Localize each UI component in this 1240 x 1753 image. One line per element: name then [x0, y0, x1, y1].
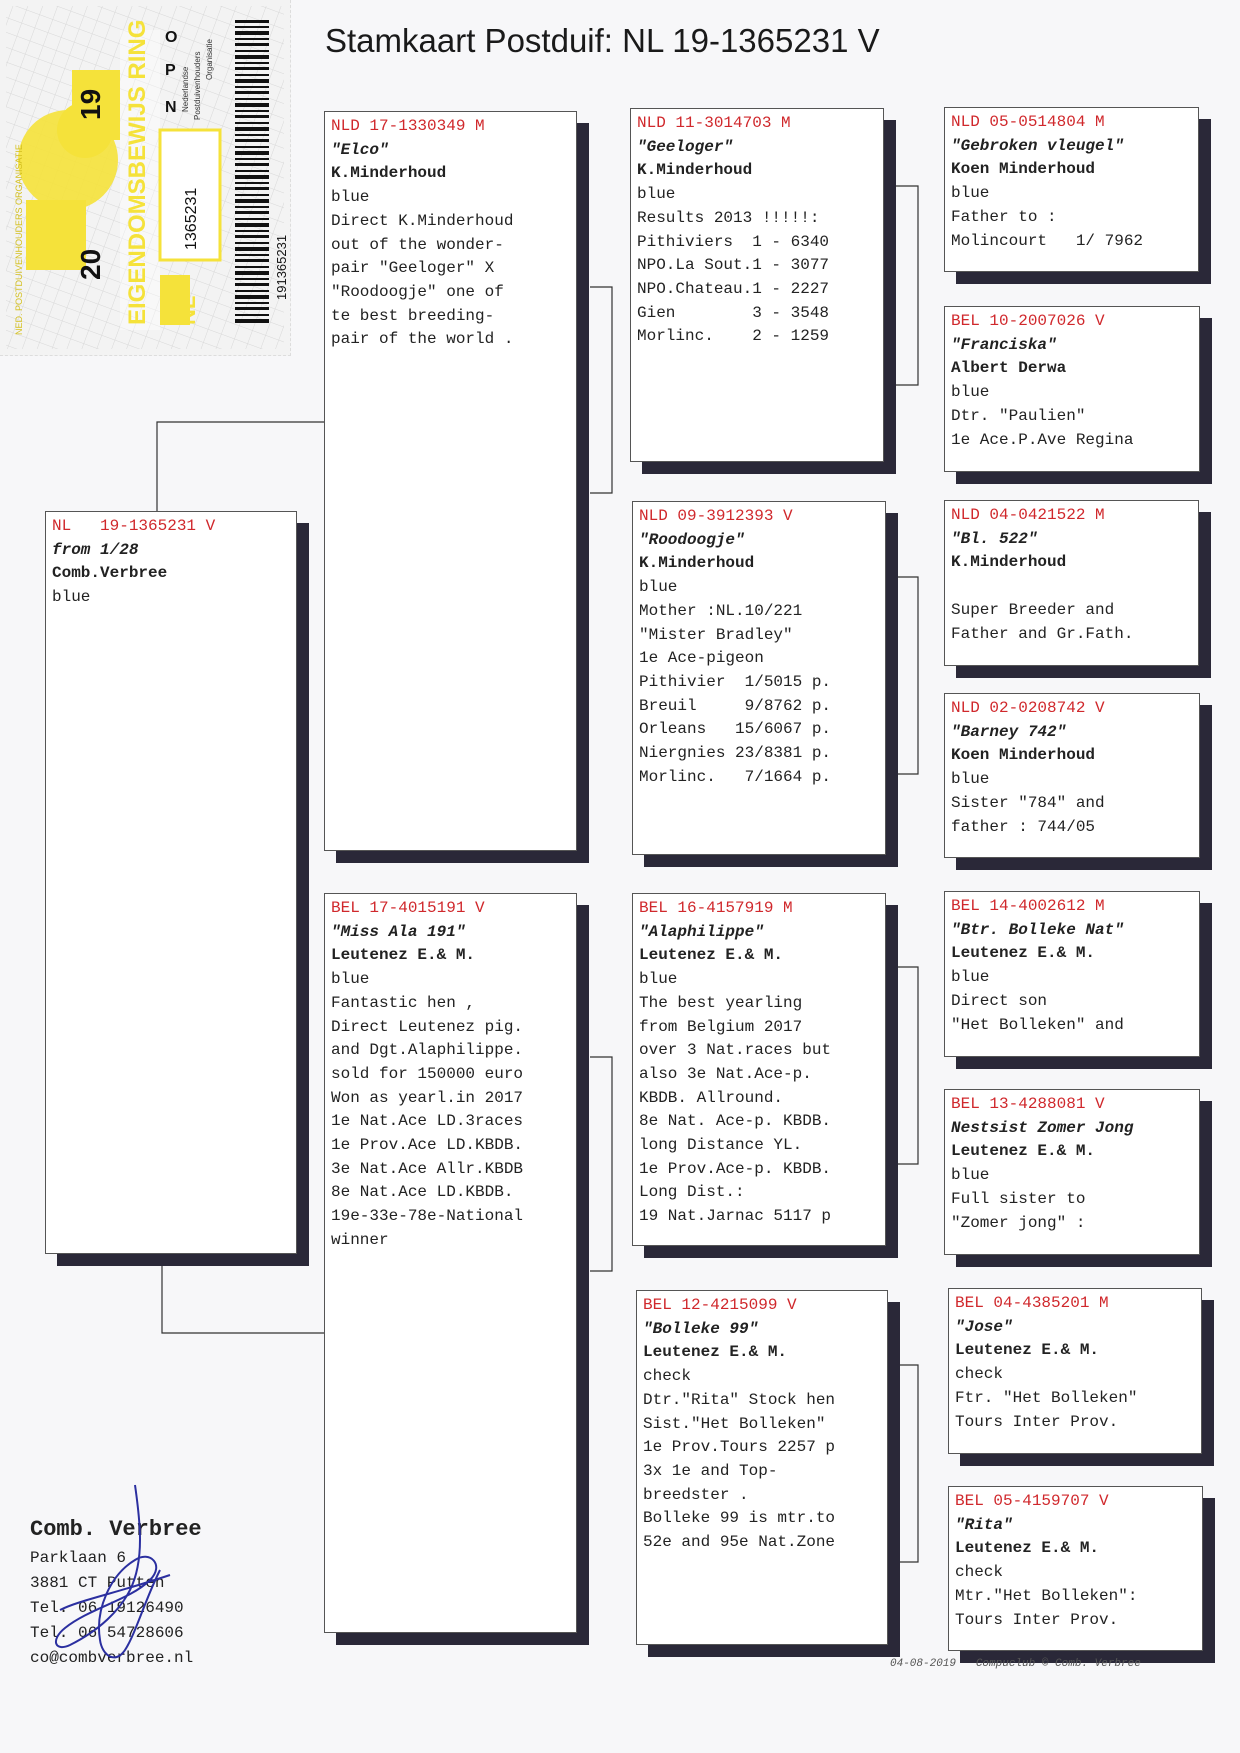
ring-number: NLD 09-3912393 V [639, 507, 793, 525]
info-line: "Het Bolleken" and [951, 1015, 1124, 1034]
info-line: 1e Prov.Ace-p. KBDB. [639, 1159, 832, 1178]
owner-name: Leutenez E.& M. [951, 944, 1096, 963]
owner-name: K.Minderhoud [639, 554, 755, 573]
owner-name: Koen Minderhoud [951, 160, 1096, 179]
stamp-org-line1: Nederlandse [181, 66, 190, 112]
info-line: blue [331, 188, 370, 207]
info-line: Morlinc. 2 - 1259 [637, 327, 830, 346]
card-fm [632, 501, 886, 855]
info-line: blue [639, 578, 678, 597]
connector-fm-parents [890, 577, 918, 774]
ring-number: BEL 13-4288081 V [951, 1095, 1105, 1113]
ring-number: BEL 05-4159707 V [955, 1492, 1109, 1510]
stamp-letter-n: N [165, 99, 177, 116]
card-fff [944, 107, 1199, 272]
owner-name: Leutenez E.& M. [951, 1142, 1096, 1161]
card-mother [324, 893, 577, 1633]
info-line: Ftr. "Het Bolleken" [955, 1388, 1138, 1407]
info-line: KBDB. Allround. [639, 1088, 784, 1107]
info-line: pair of the world . [331, 330, 514, 349]
owner-name: Leutenez E.& M. [955, 1341, 1100, 1360]
stamp-year-left: 20 [75, 248, 106, 280]
info-line: 1e Prov.Ace LD.KBDB. [331, 1136, 524, 1155]
card-father [324, 111, 577, 851]
info-line: 8e Nat. Ace-p. KBDB. [639, 1112, 832, 1131]
stamp-vertical-text: EIGENDOMSBEWIJS RING [124, 19, 151, 325]
info-line: Results 2013 !!!!!: [637, 208, 820, 227]
stamp-country: NL [175, 295, 200, 325]
info-line: NPO.La Sout.1 - 3077 [637, 256, 830, 275]
info-line: "Roodoogje" one of [331, 282, 504, 301]
pigeon-name: Nestsist Zomer Jong [951, 1118, 1134, 1137]
pigeon-name: "Geeloger" [637, 137, 734, 156]
pigeon-name: "Gebroken vleugel" [951, 136, 1124, 155]
stamp-year-right: 19 [75, 88, 106, 120]
ring-number: NL 19-1365231 V [52, 517, 216, 535]
info-line: Direct K.Minderhoud [331, 211, 514, 230]
owner-name: Comb.Verbree [52, 564, 168, 583]
info-line: check [955, 1365, 1004, 1384]
info-line: Direct son [951, 991, 1048, 1010]
info-line: te best breeding- [331, 306, 495, 325]
info-line: Orleans 15/6067 p. [639, 720, 832, 739]
info-line: blue [951, 968, 990, 987]
info-line: Bolleke 99 is mtr.to [643, 1509, 836, 1528]
info-line: Gien 3 - 3548 [637, 303, 830, 322]
info-line: Mother :NL.10/221 [639, 601, 803, 620]
info-line: blue [639, 970, 678, 989]
info-line: Pithiviers 1 - 6340 [637, 232, 830, 251]
info-line: Fantastic hen , [331, 993, 476, 1012]
ring-number: NLD 05-0514804 M [951, 113, 1105, 131]
card-mfm [944, 1089, 1200, 1255]
info-line: check [955, 1563, 1004, 1582]
stamp-barcode-number: 191365231 [274, 234, 289, 300]
owner-name: Leutenez E.& M. [643, 1343, 788, 1362]
owner-name: Koen Minderhoud [951, 746, 1096, 765]
connector-mother-parents [590, 1057, 612, 1271]
card-mmm [948, 1486, 1203, 1651]
stamp-org-line3: Organisatie [205, 39, 214, 80]
breeder-city: 3881 CT Putten [30, 1574, 165, 1592]
info-line: 19e-33e-78e-National [331, 1207, 524, 1226]
owner-name: K.Minderhoud [951, 553, 1067, 572]
info-line: blue [951, 770, 990, 789]
owner-name: K.Minderhoud [637, 161, 753, 180]
info-line: 52e and 95e Nat.Zone [643, 1533, 836, 1552]
ring-number: BEL 12-4215099 V [643, 1296, 797, 1314]
card-fmm [944, 693, 1200, 858]
info-line: Super Breeder and [951, 600, 1115, 619]
info-line: Sist."Het Bolleken" [643, 1414, 826, 1433]
info-line: blue [52, 588, 91, 607]
info-line: sold for 150000 euro [331, 1064, 524, 1083]
owner-name: Leutenez E.& M. [955, 1539, 1100, 1558]
info-line: Morlinc. 7/1664 p. [639, 767, 832, 786]
info-line: blue [951, 383, 990, 402]
card-ffm [944, 306, 1200, 472]
info-line: Direct Leutenez pig. [331, 1017, 524, 1036]
info-line: Dtr. "Paulien" [951, 406, 1086, 425]
card-fmf [944, 500, 1199, 666]
connector-ff-parents [890, 186, 918, 385]
info-line: 3x 1e and Top- [643, 1461, 778, 1480]
info-line: 1e Ace.P.Ave Regina [951, 430, 1134, 449]
info-line: Father to : [951, 207, 1057, 226]
pigeon-name: from 1/28 [52, 540, 139, 559]
signature [40, 1480, 190, 1680]
connector-father-parents [590, 287, 612, 493]
info-line: also 3e Nat.Ace-p. [639, 1064, 812, 1083]
info-line: Breuil 9/8762 p. [639, 696, 832, 715]
info-line: 1e Prov.Tours 2257 p [643, 1438, 836, 1457]
info-line: Long Dist.: [639, 1183, 745, 1202]
info-line: The best yearling [639, 993, 803, 1012]
info-line: blue [951, 184, 990, 203]
info-line: father : 744/05 [951, 817, 1096, 836]
card-mm [636, 1290, 888, 1645]
info-line: out of the wonder- [331, 235, 504, 254]
info-line: 1e Ace-pigeon [639, 649, 764, 668]
owner-name: Albert Derwa [951, 359, 1067, 378]
info-line: "Zomer jong" : [951, 1213, 1086, 1232]
ring-number: NLD 04-0421522 M [951, 506, 1105, 524]
pigeon-name: "Bolleke 99" [643, 1319, 759, 1338]
owner-name: K.Minderhoud [331, 164, 447, 183]
info-line: Father and Gr.Fath. [951, 624, 1134, 643]
info-line: Sister "784" and [951, 793, 1105, 812]
card-ff [630, 108, 884, 462]
ring-number: BEL 04-4385201 M [955, 1294, 1109, 1312]
connector-mm-parents [890, 1365, 918, 1562]
breeder-phone-2: Tel. 06 54728606 [30, 1624, 184, 1642]
info-line: "Mister Bradley" [639, 625, 793, 644]
card-mmf [948, 1288, 1202, 1454]
breeder-address: Parklaan 6 [30, 1549, 127, 1567]
pigeon-name: "Franciska" [951, 335, 1057, 354]
info-line: NPO.Chateau.1 - 2227 [637, 279, 830, 298]
pigeon-name: "Elco" [331, 140, 389, 159]
card-mf [632, 893, 886, 1246]
card-mff [944, 891, 1200, 1057]
stamp-org-line2: Postduivenhouders [193, 51, 202, 120]
ring-number: NLD 17-1330349 M [331, 117, 485, 135]
owner-name: Leutenez E.& M. [331, 946, 476, 965]
breeder-email[interactable]: co@combverbree.nl [30, 1649, 194, 1667]
info-line: blue [637, 185, 676, 204]
info-line: Niergnies 23/8381 p. [639, 744, 832, 763]
info-line: 19 Nat.Jarnac 5117 p [639, 1207, 832, 1226]
ring-number: NLD 02-0208742 V [951, 699, 1105, 717]
info-line: over 3 Nat.races but [639, 1041, 832, 1060]
info-line: Pithivier 1/5015 p. [639, 672, 832, 691]
footnote: 04-08-2019 Compuclub © Comb. Verbree [890, 1658, 1141, 1670]
pigeon-name: "Jose" [955, 1317, 1013, 1336]
info-line: 1e Nat.Ace LD.3races [331, 1112, 524, 1131]
pigeon-name: "Bl. 522" [951, 529, 1038, 548]
ring-number: NLD 11-3014703 M [637, 114, 791, 132]
pigeon-name: "Barney 742" [951, 722, 1067, 741]
info-line: Won as yearl.in 2017 [331, 1088, 524, 1107]
info-line: Molincourt 1/ 7962 [951, 231, 1144, 250]
info-line: 3e Nat.Ace Allr.KBDB [331, 1159, 524, 1178]
info-line: blue [951, 1166, 990, 1185]
info-line [951, 575, 1192, 599]
pigeon-name: "Alaphilippe" [639, 922, 764, 941]
pigeon-name: "Rita" [955, 1515, 1013, 1534]
info-line: check [643, 1367, 692, 1386]
info-line: Tours Inter Prov. [955, 1412, 1119, 1431]
connector-subject-mother [162, 1265, 324, 1333]
stamp-ring-number: 1365231 [183, 187, 200, 250]
info-line: blue [331, 970, 370, 989]
info-line: long Distance YL. [639, 1136, 803, 1155]
stamp-letter-o: O [165, 29, 178, 46]
ring-number: BEL 10-2007026 V [951, 312, 1105, 330]
breeder-name: Comb. Verbree [30, 1517, 202, 1542]
info-line: Mtr."Het Bolleken": [955, 1586, 1138, 1605]
stamp-letter-p: P [165, 62, 176, 79]
info-line: winner [331, 1230, 389, 1249]
connector-subject-father [157, 422, 324, 511]
info-line: Full sister to [951, 1189, 1086, 1208]
pigeon-name: "Miss Ala 191" [331, 922, 466, 941]
stamp-side-text: NED. POSTDUIVENHOUDERS ORGANISATIE [14, 144, 24, 335]
owner-name: Leutenez E.& M. [639, 946, 784, 965]
breeder-phone-1: Tel. 06 19126490 [30, 1599, 184, 1617]
pigeon-name: "Roodoogje" [639, 530, 745, 549]
connector-mf-parents [890, 967, 918, 1164]
info-line: 8e Nat.Ace LD.KBDB. [331, 1183, 514, 1202]
info-line: Tours Inter Prov. [955, 1610, 1119, 1629]
card-subject [45, 511, 297, 1254]
ring-number: BEL 16-4157919 M [639, 899, 793, 917]
info-line: pair "Geeloger" X [331, 259, 495, 278]
page-title: Stamkaart Postduif: NL 19-1365231 V [325, 22, 880, 59]
pigeon-name: "Btr. Bolleke Nat" [951, 920, 1124, 939]
info-line: Dtr."Rita" Stock hen [643, 1390, 836, 1409]
info-line: from Belgium 2017 [639, 1017, 803, 1036]
info-line: and Dgt.Alaphilippe. [331, 1041, 524, 1060]
ring-number: BEL 17-4015191 V [331, 899, 485, 917]
ring-number: BEL 14-4002612 M [951, 897, 1105, 915]
info-line: breedster . [643, 1485, 749, 1504]
